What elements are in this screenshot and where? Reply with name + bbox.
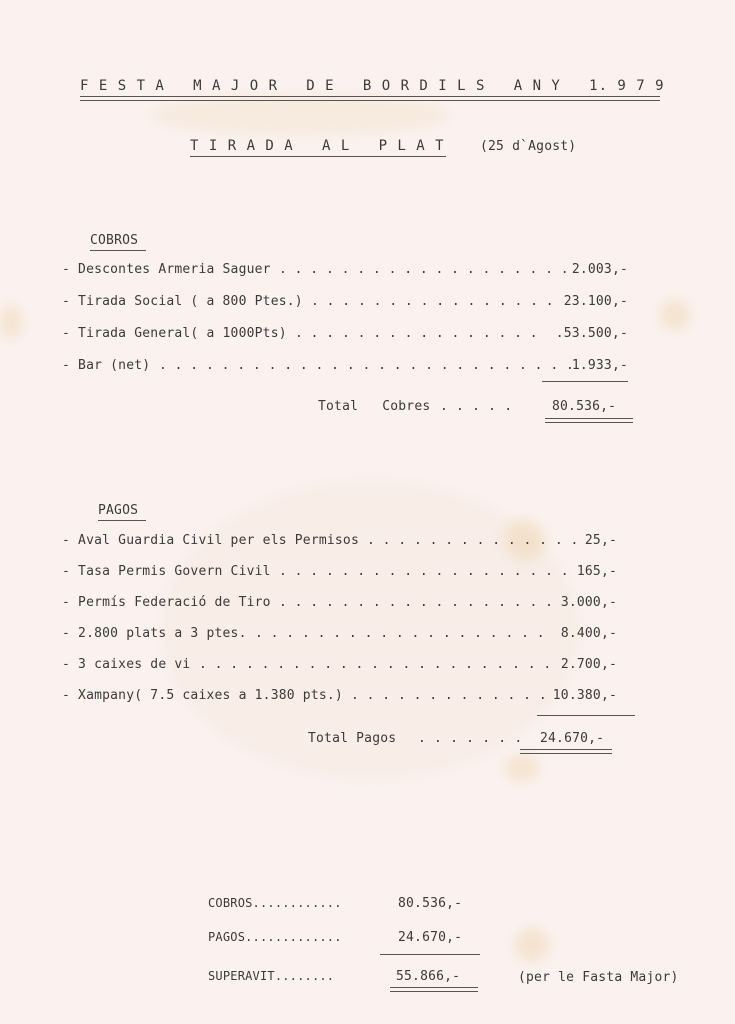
pagos-item-label: - 3 caixes de vi <box>62 657 191 672</box>
cobros-item-dots: . . . . . . . . . . . . . . . . <box>295 326 538 341</box>
pagos-item-value: 3.000,- <box>560 595 617 610</box>
pagos-row <box>62 564 617 582</box>
cobros-item-value: 1.933,- <box>571 358 628 373</box>
pagos-row <box>62 533 617 551</box>
pagos-item-dots: . . . . . . . . . . . . . . . . . . . <box>279 564 569 579</box>
pagos-heading: PAGOS <box>98 503 139 518</box>
summary-sum-line <box>380 954 480 955</box>
cobros-row <box>62 326 628 344</box>
cobros-heading-underline <box>90 250 146 251</box>
cobros-item-dots: . . . . . . . . . . . . . . . . <box>311 294 554 309</box>
document-subtitle: T I R A D A A L P L A T <box>190 138 445 154</box>
document-title: F E S T A M A J O R D E B O R D I L S A N Y 1. 9 7 9 <box>80 78 665 94</box>
cobros-row <box>62 358 628 376</box>
pagos-item-value: 165,- <box>576 564 617 579</box>
paper-stain <box>515 928 549 962</box>
summary-pagos-value: 24.670,- <box>398 930 463 945</box>
summary-superavit-double-underline <box>390 987 478 992</box>
summary-superavit-label: SUPERAVIT........ <box>208 969 335 983</box>
title-double-underline <box>80 96 660 101</box>
cobros-item-label: - Tirada Social ( a 800 Ptes.) <box>62 294 303 309</box>
cobros-item-value: .53.500,- <box>555 326 628 341</box>
cobros-total-value: 80.536,- <box>552 399 617 414</box>
summary-cobros-label: COBROS............ <box>208 896 342 910</box>
cobros-item-dots: . . . . . . . . . . . . . . . . . . . <box>279 262 569 277</box>
pagos-item-dots: . . . . . . . . . . . . . . . . . . <box>279 595 553 610</box>
pagos-total-dots: . . . . . . . <box>418 731 523 746</box>
pagos-item-label: - Permís Federació de Tiro <box>62 595 271 610</box>
pagos-heading-underline <box>98 520 146 521</box>
cobros-item-value: 23.100,- <box>563 294 628 309</box>
paper-stain <box>0 305 22 339</box>
paper-stain <box>660 300 690 330</box>
pagos-row <box>62 626 617 644</box>
pagos-item-value: 2.700,- <box>560 657 617 672</box>
pagos-sum-line <box>537 715 635 716</box>
cobros-total-dots: . . . . . <box>440 399 513 414</box>
pagos-item-value: 8.400,- <box>560 626 617 641</box>
cobros-heading: COBROS <box>90 233 139 248</box>
cobros-sum-line <box>542 381 628 382</box>
pagos-item-dots: . . . . . . . . . . . . . . . . . . . <box>255 626 545 641</box>
pagos-total-double-underline <box>520 749 612 754</box>
cobros-item-value: 2.003,- <box>571 262 628 277</box>
cobros-item-dots: . . . . . . . . . . . . . . . . . . . . . . . . . . . <box>159 358 574 373</box>
pagos-item-dots: . . . . . . . . . . . . . <box>351 688 547 703</box>
cobros-total-double-underline <box>545 418 633 423</box>
pagos-item-label: - Tasa Permis Govern Civil <box>62 564 271 579</box>
document-date: (25 d`Agost) <box>480 139 577 154</box>
paper-stain <box>505 755 539 781</box>
pagos-row <box>62 595 617 613</box>
pagos-item-dots: . . . . . . . . . . . . . . <box>367 533 579 548</box>
pagos-total-label: Total Pagos <box>308 731 397 746</box>
paper-stain <box>150 95 450 135</box>
summary-pagos-label: PAGOS............. <box>208 930 342 944</box>
pagos-item-label: - 2.800 plats a 3 ptes. <box>62 626 247 641</box>
subtitle-underline <box>190 156 446 157</box>
summary-superavit-value: 55.866,- <box>396 969 461 984</box>
pagos-item-label: - Aval Guardia Civil per els Permisos <box>62 533 359 548</box>
cobros-item-label: - Descontes Armeria Saguer <box>62 262 271 277</box>
cobros-item-label: - Bar (net) <box>62 358 151 373</box>
cobros-item-label: - Tirada General( a 1000Pts) <box>62 326 287 341</box>
cobros-row <box>62 262 628 280</box>
summary-cobros-value: 80.536,- <box>398 896 463 911</box>
pagos-item-dots: . . . . . . . . . . . . . . . . . . . . . . . <box>199 657 552 672</box>
pagos-item-label: - Xampany( 7.5 caixes a 1.380 pts.) <box>62 688 343 703</box>
pagos-row <box>62 657 617 675</box>
pagos-total-value: 24.670,- <box>540 731 605 746</box>
cobros-row <box>62 294 628 312</box>
pagos-row <box>62 688 617 706</box>
cobros-total-label: Total Cobres <box>318 399 431 414</box>
pagos-item-value: 10.380,- <box>552 688 617 703</box>
pagos-item-value: 25,- <box>584 533 617 548</box>
summary-note: (per le Fasta Major) <box>518 970 679 985</box>
